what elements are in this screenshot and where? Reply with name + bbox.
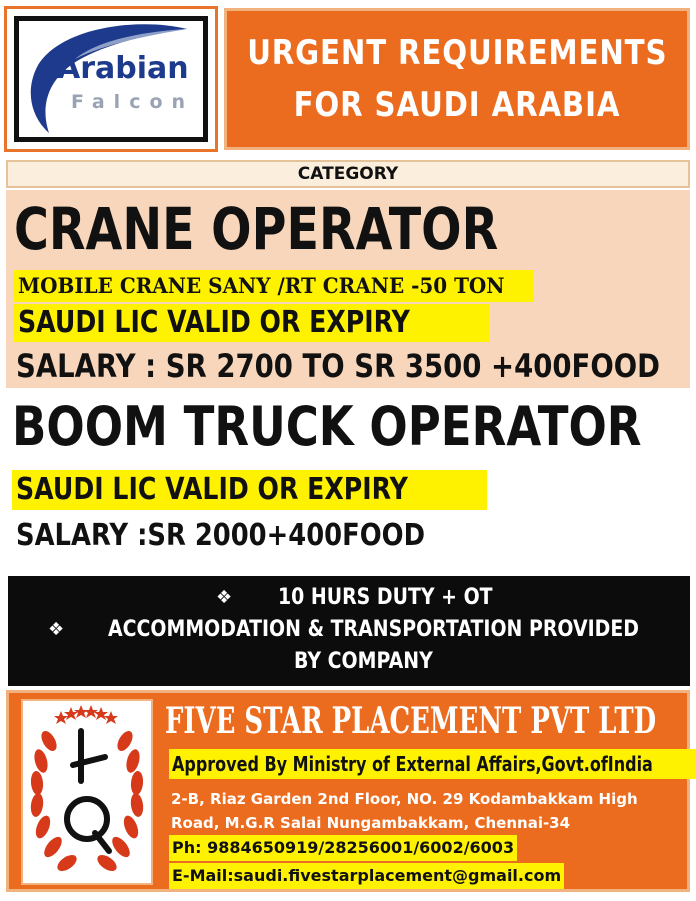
arabian-falcon-logo bbox=[14, 16, 208, 142]
address-line-1: 2-B, Riaz Garden 2nd Floor, NO. 29 Kodambakkam High bbox=[171, 790, 638, 808]
job-license-crane bbox=[14, 304, 489, 342]
company-logo-box bbox=[4, 6, 218, 152]
approval-note-text: Approved By Ministry of External Affairs,Govt.ofIndia bbox=[172, 752, 653, 776]
company-address bbox=[171, 787, 681, 835]
header bbox=[0, 0, 696, 158]
address-line-2: Road, M.G.R Salai Nungambakkam, Chennai-34 bbox=[171, 814, 571, 832]
headline-line-2: FOR SAUDI ARABIA bbox=[293, 85, 621, 125]
job-title-boom-truck-operator: BOOM TRUCK OPERATOR bbox=[12, 395, 642, 458]
benefit-item-accommodation-cont-text: BY COMPANY bbox=[294, 649, 433, 674]
benefit-item-duty-text: 10 HURS DUTY + OT bbox=[278, 585, 493, 610]
category-label: CATEGORY bbox=[297, 164, 399, 184]
headline-line-1: URGENT REQUIREMENTS bbox=[246, 33, 668, 73]
agency-logo bbox=[21, 699, 153, 885]
company-name: FIVE STAR PLACEMENT PVT LTD bbox=[165, 700, 657, 742]
job-salary-boom-truck: SALARY :SR 2000+400FOOD bbox=[16, 518, 426, 553]
category-bar bbox=[6, 160, 690, 188]
laurel-wreath-star-logo-icon bbox=[23, 701, 151, 883]
diamond-bullet-icon: ❖ bbox=[48, 619, 65, 640]
phone-number[interactable]: Ph: 9884650919/28256001/6002/6003 bbox=[169, 835, 517, 861]
job-salary-crane: SALARY : SR 2700 TO SR 3500 +400FOOD bbox=[16, 347, 660, 385]
logo-wordmark-primary: Arabian bbox=[57, 51, 189, 86]
benefit-item-accommodation bbox=[48, 616, 696, 644]
job-license-boom-truck-text: SAUDI LIC VALID OR EXPIRY bbox=[16, 472, 408, 507]
crane-operator-section bbox=[6, 190, 690, 388]
job-title-crane-operator: CRANE OPERATOR bbox=[14, 195, 499, 263]
benefit-item-duty bbox=[216, 584, 528, 612]
job-spec-crane-text: MOBILE CRANE SANY /RT CRANE -50 TON bbox=[18, 273, 505, 298]
job-spec-crane bbox=[14, 270, 534, 302]
diamond-bullet-icon: ❖ bbox=[216, 587, 233, 608]
email-address[interactable]: E-Mail:saudi.fivestarplacement@gmail.com bbox=[169, 863, 564, 889]
job-license-crane-text: SAUDI LIC VALID OR EXPIRY bbox=[18, 305, 410, 340]
headline-box bbox=[224, 8, 690, 150]
benefit-item-accommodation-cont bbox=[294, 648, 455, 676]
job-license-boom-truck bbox=[12, 470, 487, 510]
logo-wordmark-secondary: Falcon bbox=[71, 91, 195, 113]
approval-note bbox=[169, 749, 696, 779]
agency-footer bbox=[6, 690, 690, 892]
benefit-item-accommodation-text: ACCOMMODATION & TRANSPORTATION PROVIDED bbox=[108, 617, 639, 642]
